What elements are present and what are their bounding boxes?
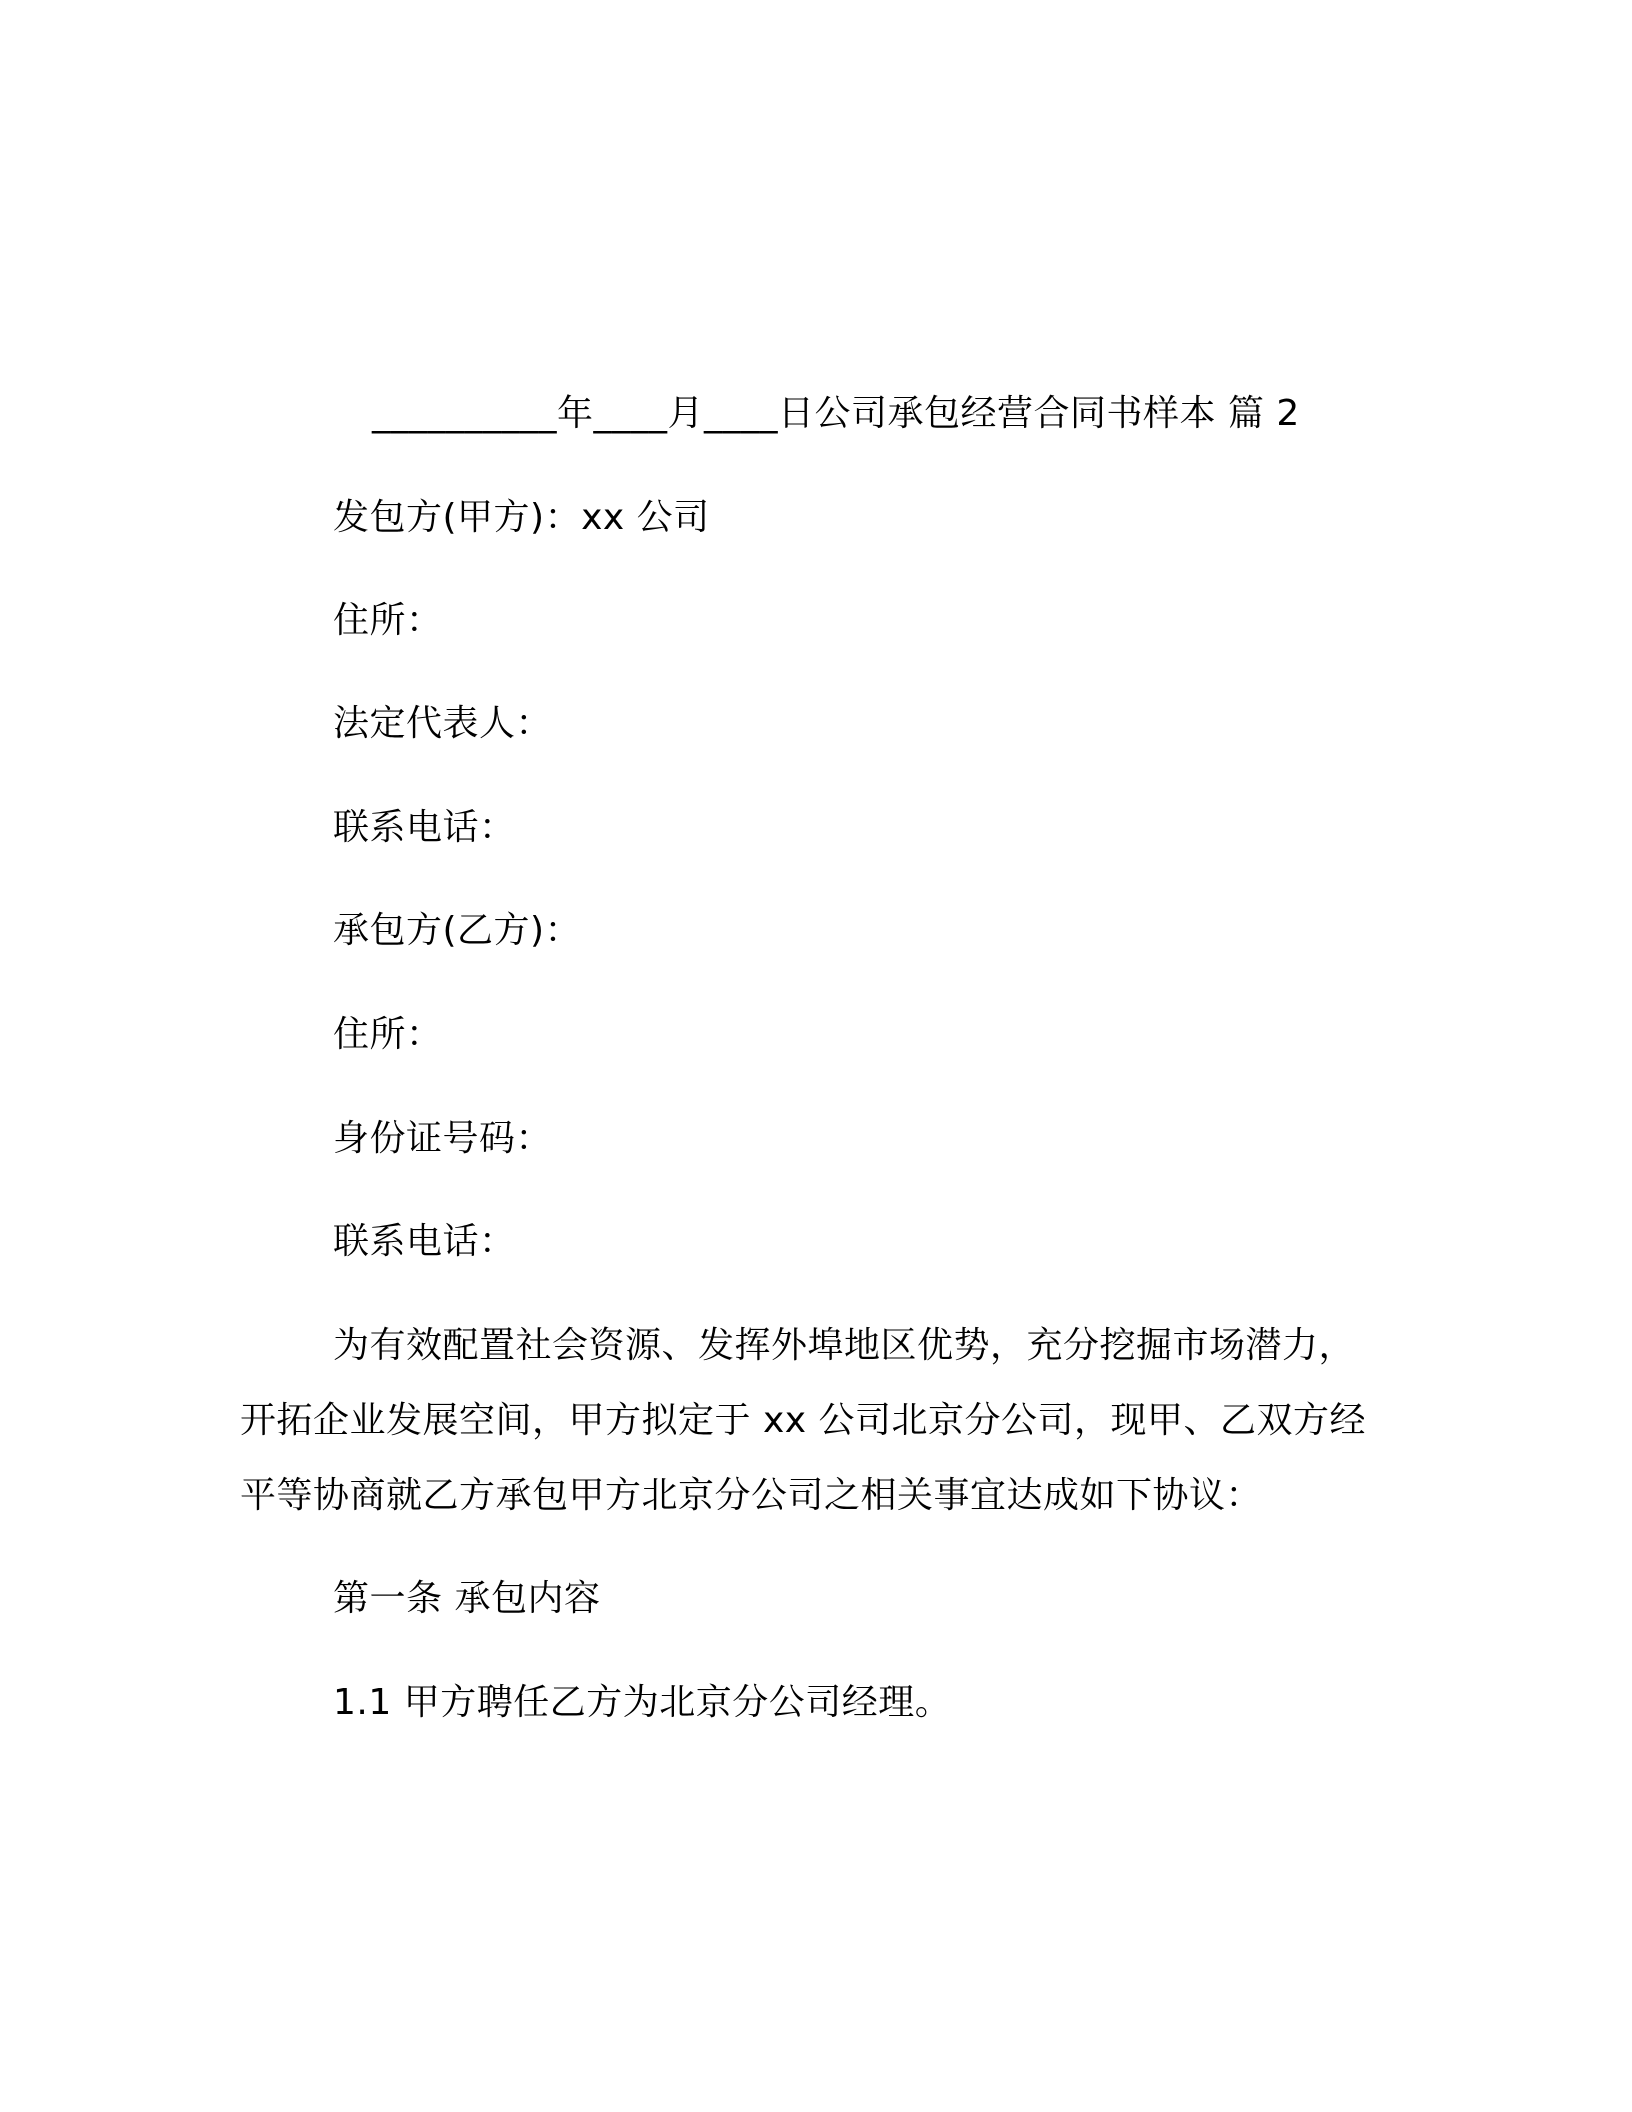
preamble-line: 为有效配置社会资源、发挥外埠地区优势，充分挖掘市场潜力， xyxy=(333,1325,1356,1366)
party-a-label: 发包方(甲方)：xx 公司 xyxy=(333,497,710,538)
preamble-line: 平等协商就乙方承包甲方北京分公司之相关事宜达成如下协议： xyxy=(240,1475,1263,1516)
party-b-id-number: 身份证号码： xyxy=(333,1118,553,1159)
document-title: __________年____月____日公司承包经营合同书样本 篇 2 xyxy=(372,393,1300,434)
party-a-representative: 法定代表人： xyxy=(333,703,553,744)
party-a-address: 住所： xyxy=(333,600,443,641)
party-b-phone: 联系电话： xyxy=(333,1221,516,1262)
clause-1-1: 1.1 甲方聘任乙方为北京分公司经理。 xyxy=(333,1682,952,1723)
party-b-label: 承包方(乙方)： xyxy=(333,910,582,951)
party-b-address: 住所： xyxy=(333,1014,443,1055)
party-a-phone: 联系电话： xyxy=(333,807,516,848)
preamble-line: 开拓企业发展空间，甲方拟定于 xx 公司北京分公司，现甲、乙双方经 xyxy=(240,1400,1366,1441)
article-1-heading: 第一条 承包内容 xyxy=(333,1578,601,1619)
